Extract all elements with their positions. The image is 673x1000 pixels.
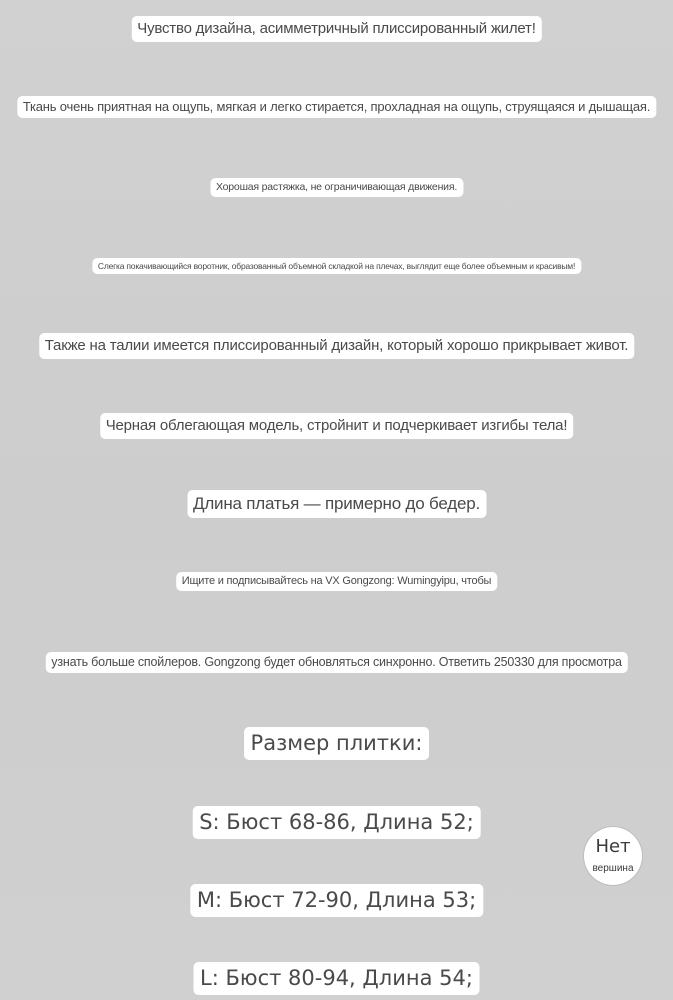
size-section-title: Размер плитки: (244, 727, 430, 760)
back-to-top-button[interactable] (584, 827, 642, 885)
badge-main-label: Нет (595, 836, 631, 857)
size-row-l: L: Бюст 80-94, Длина 54; (193, 962, 480, 995)
description-line-1: Чувство дизайна, асимметричный плиссированный жилет! (131, 16, 541, 42)
badge-sub-label: вершина (592, 863, 634, 874)
size-row-s: S: Бюст 68-86, Длина 52; (192, 806, 481, 839)
description-line-2: Ткань очень приятная на ощупь, мягкая и легко стирается, прохладная на ощупь, струящаяся и дышащая. (17, 96, 656, 118)
description-line-8: Ищите и подписывайтесь на VX Gongzong: Wumingyipu, чтобы (176, 572, 498, 591)
description-line-3: Хорошая растяжка, не ограничивающая движения. (210, 178, 463, 197)
description-line-7: Длина платья — примерно до бедер. (187, 490, 486, 518)
description-line-4: Слегка покачивающийся воротник, образованный объемной складкой на плечах, выглядит еще более объемным и красивым! (92, 258, 581, 274)
description-line-6: Черная облегающая модель, стройнит и подчеркивает изгибы тела! (100, 413, 574, 439)
description-line-9: узнать больше спойлеров. Gongzong будет обновляться синхронно. Ответить 250330 для просмотра (45, 652, 627, 673)
size-row-m: M: Бюст 72-90, Длина 53; (190, 884, 483, 917)
description-line-5: Также на талии имеется плиссированный дизайн, который хорошо прикрывает живот. (39, 333, 634, 359)
